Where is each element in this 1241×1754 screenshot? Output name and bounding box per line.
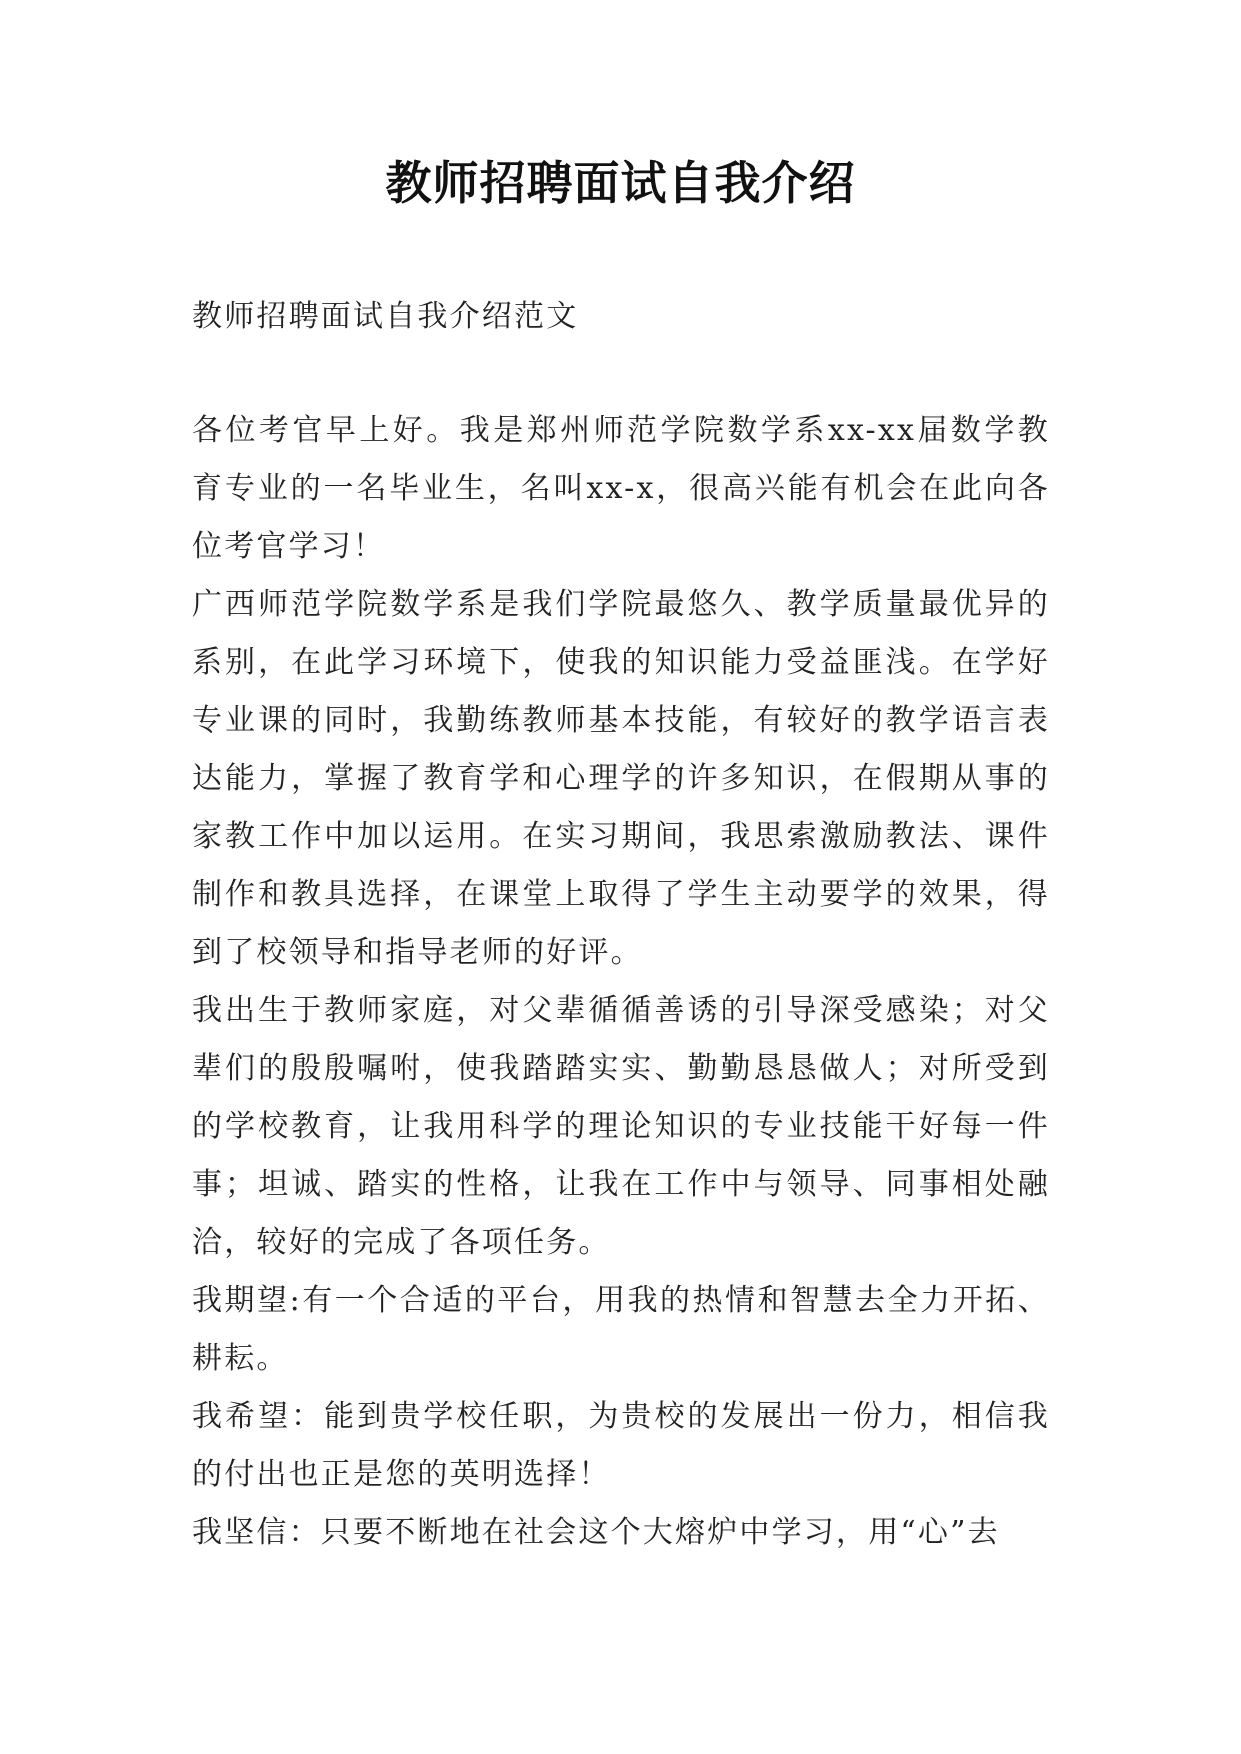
paragraph-greeting: 各位考官早上好。我是郑州师范学院数学系xx-xx届数学教育专业的一名毕业生，名叫xx-x，很高兴能有机会在此向各位考官学习！ — [192, 413, 1050, 564]
paragraph-hope: 我希望：能到贵学校任职，为贵校的发展出一份力，相信我的付出也正是您的英明选择！ — [192, 1399, 1050, 1492]
paragraph-belief: 我坚信：只要不断地在社会这个大熔炉中学习，用“心”去 — [192, 1515, 1000, 1550]
document-body — [192, 288, 1050, 1562]
document-title: 教师招聘面试自我介绍 — [385, 156, 856, 210]
document-subtitle: 教师招聘面试自我介绍范文 — [192, 299, 579, 334]
paragraph-expectation: 我期望:有一个合适的平台，用我的热情和智慧去全力开拓、耕耘。 — [192, 1283, 1050, 1376]
paragraph-family: 我出生于教师家庭，对父辈循循善诱的引导深受感染；对父辈们的殷殷嘱咐，使我踏踏实实、勤勤恳恳做人；对所受到的学校教育，让我用科学的理论知识的专业技能干好每一件事；坦诚、踏实的性格，让我在工作中与领导、同事相处融洽，较好的完成了各项任务。 — [192, 993, 1050, 1260]
paragraph-education: 广西师范学院数学系是我们学院最悠久、教学质量最优异的系别，在此学习环境下，使我的知识能力受益匪浅。在学好专业课的同时，我勤练教师基本技能，有较好的教学语言表达能力，掌握了教育学和心理学的许多知识，在假期从事的家教工作中加以运用。在实习期间，我思索激励教法、课件制作和教具选择，在课堂上取得了学生主动要学的效果，得到了校领导和指导老师的好评。 — [192, 587, 1050, 970]
